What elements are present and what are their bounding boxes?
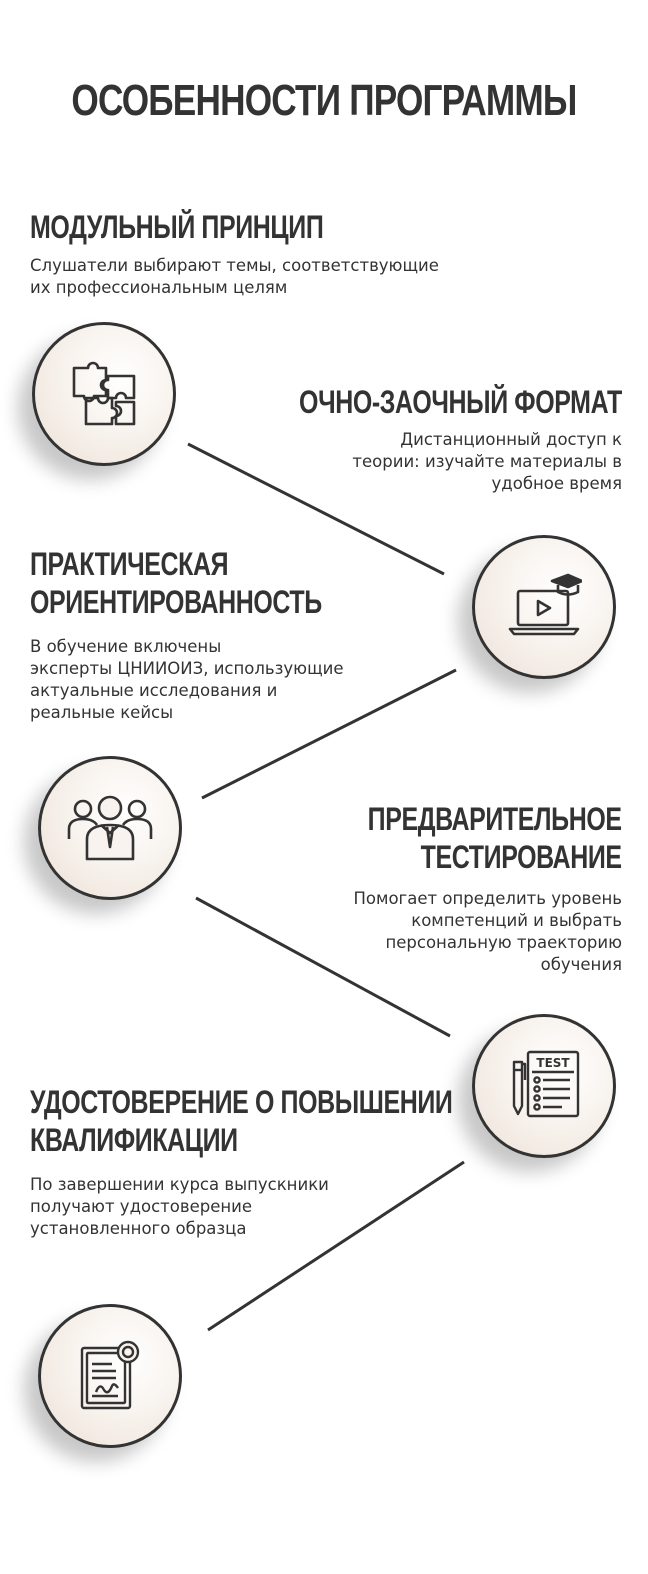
feature-description <box>352 429 622 495</box>
feature-description-line: реальные кейсы <box>30 703 174 722</box>
feature-description-line: получают удостоверение <box>30 1197 253 1216</box>
feature-description-line: теории: изучайте материалы в <box>352 452 622 471</box>
feature-description-line: персональную траекторию <box>385 933 622 952</box>
feature-heading <box>299 383 622 421</box>
feature-heading-line: ТЕСТИРОВАНИЕ <box>421 839 622 875</box>
feature-heading-line: ОРИЕНТИРОВАННОСТЬ <box>30 584 322 620</box>
feature-heading-line: КВАЛИФИКАЦИИ <box>30 1122 238 1158</box>
feature-icon-circle <box>38 756 182 900</box>
feature-icon-circle <box>472 535 616 679</box>
feature-description <box>30 1174 329 1240</box>
feature-heading <box>30 208 323 246</box>
team-icon <box>67 793 153 863</box>
feature-heading <box>368 800 622 876</box>
feature-description <box>30 255 439 299</box>
feature-description-line: эксперты ЦНИИОИЗ, использующие <box>30 659 344 678</box>
feature-description <box>30 636 343 724</box>
feature-description-line: Дистанционный доступ к <box>400 430 622 449</box>
feature-heading-line: ПРАКТИЧЕСКАЯ <box>30 546 229 582</box>
feature-description-line: их профессиональным целям <box>30 278 288 297</box>
feature-description-line: По завершении курса выпускники <box>30 1175 329 1194</box>
feature-icon-circle <box>38 1304 182 1448</box>
page-title: ОСОБЕННОСТИ ПРОГРАММЫ <box>71 76 577 125</box>
feature-description-line: В обучение включены <box>30 637 222 656</box>
feature-description-line: установленного образца <box>30 1219 247 1238</box>
feature-description-line: актуальные исследования и <box>30 681 278 700</box>
test-icon <box>506 1048 582 1124</box>
feature-icon-circle <box>32 322 176 466</box>
test-icon-label: TEST <box>536 1056 570 1070</box>
feature-heading-line: ОЧНО-ЗАОЧНЫЙ ФОРМАТ <box>299 384 622 420</box>
feature-description-line: Слушатели выбирают темы, соответствующие <box>30 256 439 275</box>
feature-heading <box>30 545 322 621</box>
feature-heading <box>30 1083 452 1159</box>
online-course-icon <box>506 569 582 645</box>
feature-heading-line: МОДУЛЬНЫЙ ПРИНЦИП <box>30 209 324 245</box>
certificate-icon <box>72 1338 148 1414</box>
feature-description-line: компетенций и выбрать <box>411 911 622 930</box>
feature-description-line: Помогает определить уровень <box>353 889 622 908</box>
feature-description <box>354 888 622 976</box>
feature-description-line: удобное время <box>491 474 622 493</box>
puzzle-icon <box>68 358 140 430</box>
feature-heading-line: ПРЕДВАРИТЕЛЬНОЕ <box>368 801 622 837</box>
feature-icon-circle <box>472 1014 616 1158</box>
feature-heading-line: УДОСТОВЕРЕНИЕ О ПОВЫШЕНИИ <box>30 1084 453 1120</box>
feature-description-line: обучения <box>540 955 622 974</box>
